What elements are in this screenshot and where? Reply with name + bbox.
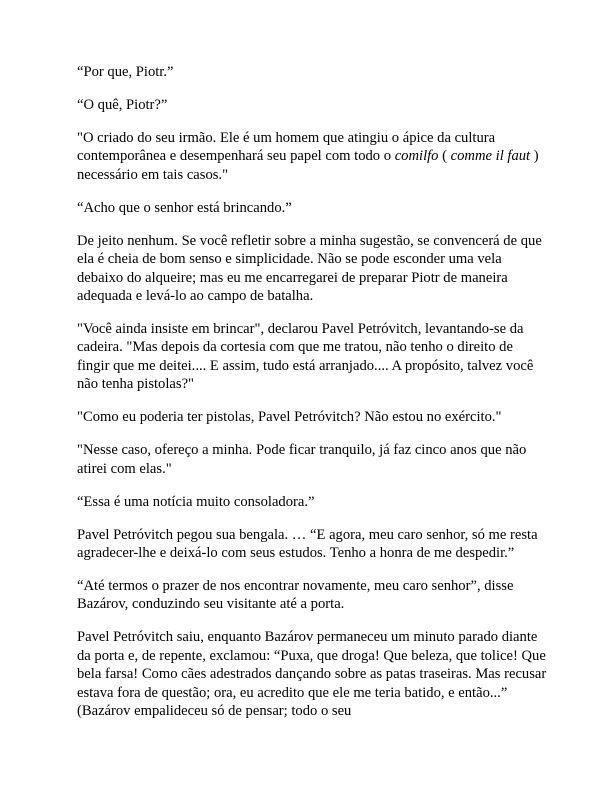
paragraph: “O quê, Piotr?” [77,97,168,113]
paragraph: “Acho que o senhor está brincando.” [77,199,292,216]
italic-term: comme il faut [450,148,531,165]
paragraph: “Essa é uma notícia muito consoladora.” [77,493,315,510]
paragraph: De jeito nenhum. Se você refletir sobre a minha sugestão, se convencerá de que ela é cheia de bom senso e simplicidade. Não se pode esconder uma vela debaixo do alqueire; mas eu me encarregarei de preparar Piotr de maneira adequada e levá-lo ao campo de batalha. [77,232,542,305]
paragraph: Pavel Petróvitch pegou sua bengala. … “E agora, meu caro senhor, só me resta agradecer-lhe e deixá-lo com seus estudos. Tenho a honra de me despedir.” [77,526,538,562]
paragraph-text: ) necessário em tais casos." [77,148,539,183]
document-page [77,63,547,721]
paragraph: Pavel Petróvitch saiu, enquanto Bazárov permaneceu um minuto parado diante da porta e, de repente, exclamou: “Puxa, que droga! Que beleza, que tolice! Que bela farsa! Como cães adestrados dançando sobre as patas traseiras. Mas recusar estava fora de questão; ora, eu acredito que ele me teria batido, e então...” (Bazárov empalideceu só de pensar; todo o seu [77,629,547,720]
italic-term: comilfo [394,148,439,165]
paragraph: “Por que, Piotr.” [77,64,174,80]
paragraph: “Até termos o prazer de nos encontrar novamente, meu caro senhor”, disse Bazárov, conduzindo seu visitante até a porta. [77,578,514,613]
paragraph [77,129,547,184]
paragraph: "Você ainda insiste em brincar", declarou Pavel Petróvitch, levantando-se da cadeira. "Mas depois da cortesia com que me tratou, não tenho o direito de fingir que me deitei.... E assim, tudo está arranjado.... A propósito, talvez você não tenha pistolas?" [77,321,534,393]
paragraph-text: ( [438,148,451,165]
paragraph: "Como eu poderia ter pistolas, Pavel Petróvitch? Não estou no exército." [77,409,502,426]
paragraph: "Nesse caso, ofereço a minha. Pode ficar tranquilo, já faz cinco anos que não atirei com elas." [77,442,527,477]
paragraph-text: "O criado do seu irmão. Ele é um homem que atingiu o ápice da cultura contemporânea e desempenhará seu papel com todo o [77,130,496,165]
